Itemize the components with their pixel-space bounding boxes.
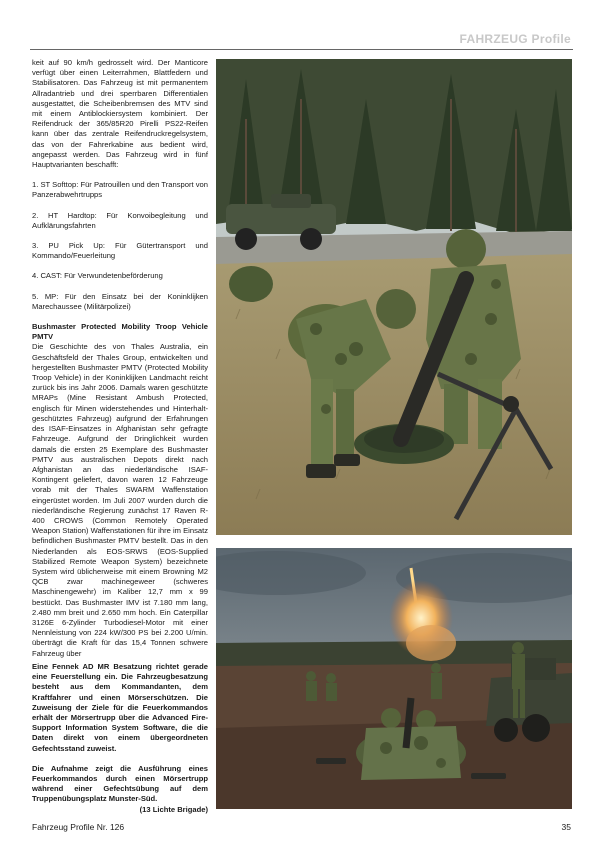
section-subhead: Bushmaster Protected Mobility Troop Vehicle PMTV — [32, 322, 208, 342]
page-number: 35 — [561, 822, 571, 832]
header-rule — [30, 49, 573, 50]
header-title: FAHRZEUG Profile — [459, 32, 571, 46]
intro-paragraph: keit auf 90 km/h gedrosselt wird. Der Manticore verfügt über einen Leiterrahmen, Blattfedern und Stabilisatoren. Das Fahrzeug ist mit permanentem Allradantrieb und drei sperrbaren Differentialen ausgestattet, die Scheibenbremsen des MTV sind mit einem Antiblockiersystem kombiniert. Der Reifendruck der 365/85R20 Pirelli PS22-Reifen kann über das zentrale Reifendruckregelsystem, das von der Fahrerkabine aus bedient wird, angepasst werden. Das Fahrzeug wird in fünf Hauptvarianten beschafft: — [32, 58, 208, 170]
variant-item: 5. MP: Für den Einsatz bei der Koninklijken Marechaussee (Militärpolizei) — [32, 291, 208, 311]
photo-caption — [32, 662, 208, 825]
caption-text-2: Die Aufnahme zeigt die Ausführung eines Feuerkommandos durch einen Mörsertrupp während einer Gefechtsübung auf dem Truppenübungsplatz Munster-Süd. — [32, 763, 208, 804]
caption-credit: (13 Lichte Brigade) — [139, 804, 208, 814]
variant-item: 1. ST Softtop: Für Patrouillen und den Transport von Panzerabwehrtrupps — [32, 180, 208, 200]
caption-text-1: Eine Fennek AD MR Besatzung richtet gerade eine Feuerstellung ein. Die Fahrzeugbesatzung besteht aus dem Kommandanten, dem Kraftfahrer und einen Mörserschützen. Die Zuweisung der Ziele für die Feuerkommandos erhält der Mörsertrupp über die Advanced Fire-Support Information System Software, die die Daten direkt von einem übergeordneten Gefechtsstand zuweist. — [32, 662, 208, 753]
variant-item: 3. PU Pick Up: Für Gütertransport und Kommando/Feuerleitung — [32, 241, 208, 261]
bushmaster-paragraph: Die Geschichte des von Thales Australia, ein Geschäftsfeld der Thales Group, entwickelten und hergestellten Bushmaster PMTV (Protected Mobility Troop Vehicle) in der Koninklijken Landmacht reicht zurück bis ins Jahr 2006. Damals waren geschützte MRAPs (Mine Resistant Ambush Protected, englisch für Minen widerstehendes und Hinterhalt-geschütztes Fahrzeug) aufgrund der Erfahrungen des ISAF-Einsatzes in Afghanistan sehr gefragte Fahrzeuge. Aufgrund der Dringlichkeit wurden damals die ersten 25 Exemplare des Bushmaster PMTV aus australischen Depots direkt nach Afghanistan an das niederländische ISAF-Kontingent geliefert, davon waren 12 Fahrzeuge vorab mit der Thales SWARM Waffenstation eingerüstet worden. Im Juli 2007 wurden durch die niederländische Regierung zunächst 17 Raven R-400 CROWS (Common Remotely Operated Weapon Station) Waffenstationen für ihre im Einsatz befindlichen Bushmaster PMTV bestellt. Das in den Niederlanden als EOS-SRWS (EOS-Supplied Stabilized Remote Weapon System) bezeichnete System wird üblicherweise mit einem Browning M2 QCB zwar machinegeweer (schweres Maschinengewehr) im Kaliber 12,7 mm x 99 bestückt. Das Bushmaster IMV ist 7.180 mm lang, 2.480 mm breit und 2.650 mm hoch. Ein Caterpillar 3126E 6-Zylinder Turbodiesel-Motor mit einer Nennleistung von 224 kW/300 PS bei 2.200 U/min. überträgt die Kraft für das 15,4 Tonnen schwere Fahrzeug über — [32, 342, 208, 658]
variant-item: 4. CAST: Für Verwundetenbeförderung — [32, 271, 163, 281]
body-text-column — [32, 58, 208, 659]
photo-mortar-firing — [216, 548, 572, 809]
footer-publication: Fahrzeug Profile Nr. 126 — [32, 822, 125, 832]
variant-item: 2. HT Hardtop: Für Konvoibegleitung und Aufklärungsfahrten — [32, 210, 208, 230]
photo-mortar-crew — [216, 59, 572, 535]
